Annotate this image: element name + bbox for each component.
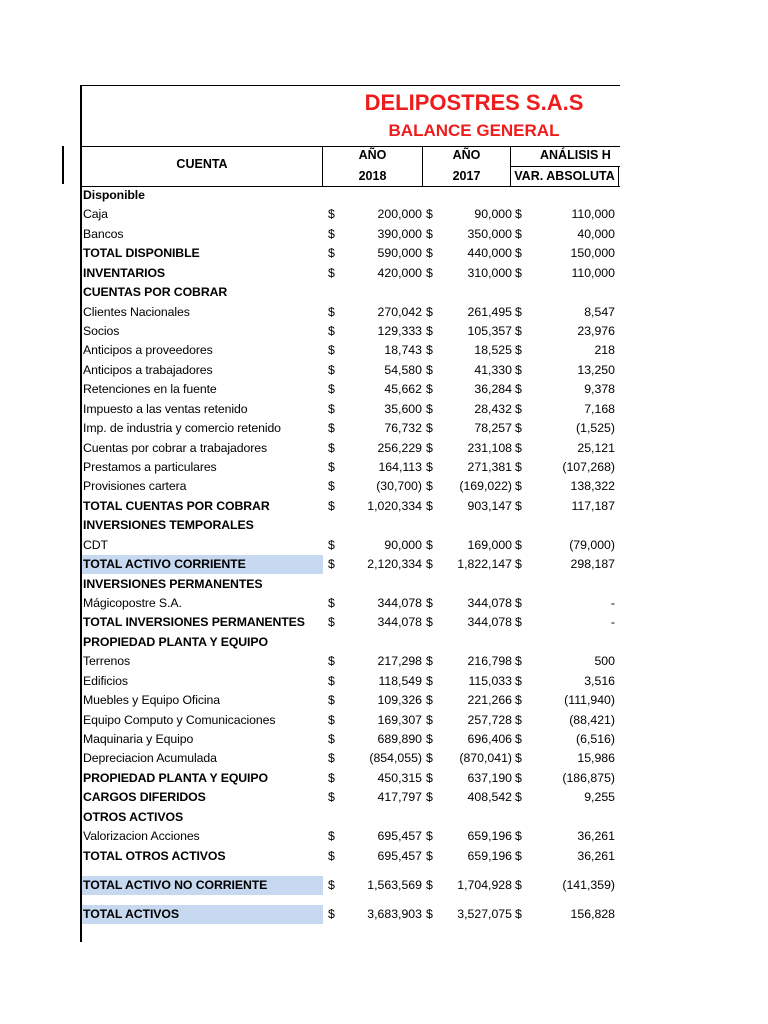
table-row [81, 652, 621, 671]
value-var-absoluta: 13,250 [577, 362, 615, 377]
value-2018: 270,042 [377, 304, 422, 319]
value-2018: 590,000 [377, 246, 422, 261]
value-var-absoluta: 218 [594, 343, 615, 358]
currency-symbol: $ [515, 265, 522, 280]
account-label: TOTAL ACTIVO CORRIENTE [83, 557, 246, 572]
value-2017: 1,704,928 [457, 878, 512, 893]
value-2017: (870,041) [459, 751, 512, 766]
currency-symbol: $ [328, 878, 335, 893]
currency-symbol: $ [426, 265, 433, 280]
value-2017: 28,432 [474, 401, 512, 416]
value-2018: 695,457 [377, 848, 422, 863]
text-cursor [62, 146, 64, 184]
table-row [81, 711, 621, 730]
currency-symbol: $ [426, 878, 433, 893]
currency-symbol: $ [328, 324, 335, 338]
value-var-absoluta: 9,255 [584, 790, 615, 805]
account-label: Anticipos a proveedores [83, 343, 213, 358]
value-var-absoluta: 23,976 [577, 324, 615, 338]
currency-symbol: $ [515, 421, 522, 436]
value-2017: 231,108 [467, 440, 512, 455]
table-row [81, 341, 621, 360]
header-divider-4 [618, 166, 619, 187]
value-2017: 115,033 [468, 673, 512, 688]
currency-symbol: $ [515, 557, 522, 572]
table-row [81, 788, 621, 807]
currency-symbol: $ [426, 401, 433, 416]
value-var-absoluta: 138,322 [570, 479, 615, 494]
value-var-absoluta: (79,000) [569, 537, 615, 552]
currency-symbol: $ [328, 440, 335, 455]
value-var-absoluta: (141,359) [562, 878, 615, 893]
value-2017: 41,330 [474, 362, 512, 377]
value-2017: 637,190 [467, 770, 512, 785]
header-top-line [80, 146, 620, 147]
currency-symbol: $ [515, 712, 522, 727]
value-2018: 35,600 [384, 401, 422, 416]
table-row [81, 876, 621, 895]
value-2018: 45,662 [384, 382, 422, 397]
currency-symbol: $ [328, 654, 335, 669]
currency-symbol: $ [515, 304, 522, 319]
currency-symbol: $ [426, 848, 433, 863]
currency-symbol: $ [426, 712, 433, 727]
value-2018: (30,700) [376, 479, 422, 494]
table-row [81, 400, 621, 419]
currency-symbol: $ [328, 498, 335, 513]
value-var-absoluta: 110,000 [571, 207, 615, 222]
value-2018: 169,307 [377, 712, 422, 727]
table-row [81, 827, 621, 846]
currency-symbol: $ [328, 246, 335, 261]
account-label: Muebles y Equipo Oficina [83, 693, 221, 708]
currency-symbol: $ [515, 324, 522, 338]
currency-symbol: $ [328, 712, 335, 727]
currency-symbol: $ [515, 226, 522, 241]
value-2018: 118,549 [378, 673, 422, 688]
currency-symbol: $ [515, 790, 522, 805]
currency-symbol: $ [426, 751, 433, 766]
currency-symbol: $ [515, 362, 522, 377]
account-label: Equipo Computo y Comunicaciones [83, 712, 276, 727]
currency-symbol: $ [426, 673, 433, 688]
account-label: INVERSIONES TEMPORALES [83, 518, 254, 533]
value-var-absoluta: 500 [594, 654, 615, 669]
currency-symbol: $ [426, 479, 433, 494]
value-2018: 90,000 [384, 537, 422, 552]
value-2018: 417,797 [377, 790, 422, 805]
currency-symbol: $ [515, 343, 522, 358]
currency-symbol: $ [426, 226, 433, 241]
currency-symbol: $ [426, 693, 433, 708]
table-row [81, 633, 621, 652]
value-2018: 450,315 [377, 770, 422, 785]
table-row [81, 749, 621, 768]
currency-symbol: $ [328, 596, 335, 611]
table-row [81, 264, 621, 283]
currency-symbol: $ [515, 615, 522, 630]
currency-symbol: $ [515, 207, 522, 222]
value-var-absoluta: 156,828 [570, 907, 615, 922]
account-label: Bancos [83, 226, 124, 241]
value-var-absoluta: (6,516) [576, 732, 615, 747]
value-var-absoluta: 150,000 [570, 246, 615, 261]
account-label: Edificios [83, 673, 128, 688]
currency-symbol: $ [515, 673, 522, 688]
currency-symbol: $ [426, 343, 433, 358]
header-cuenta: CUENTA [176, 157, 228, 171]
account-label: INVENTARIOS [83, 265, 166, 280]
value-2017: 350,000 [467, 226, 512, 241]
value-2017: 3,527,075 [457, 907, 512, 922]
value-2017: 659,196 [467, 848, 512, 863]
currency-symbol: $ [328, 693, 335, 708]
currency-symbol: $ [426, 246, 433, 261]
value-var-absoluta: 117,187 [571, 498, 615, 513]
currency-symbol: $ [426, 382, 433, 397]
value-2017: 310,000 [467, 265, 512, 280]
value-var-absoluta: 298,187 [570, 557, 615, 572]
value-2017: 440,000 [467, 246, 512, 261]
account-label: TOTAL INVERSIONES PERMANENTES [83, 615, 305, 630]
account-label: Provisiones cartera [83, 479, 187, 494]
table-row [81, 186, 621, 205]
account-label: CDT [83, 537, 108, 552]
currency-symbol: $ [328, 848, 335, 863]
currency-symbol: $ [328, 304, 335, 319]
value-2018: 344,078 [377, 596, 422, 611]
account-label: Caja [83, 207, 108, 222]
value-2017: 169,000 [467, 537, 512, 552]
value-var-absoluta: (186,875) [562, 770, 615, 785]
currency-symbol: $ [515, 401, 522, 416]
currency-symbol: $ [328, 829, 335, 844]
currency-symbol: $ [515, 693, 522, 708]
table-row [81, 458, 621, 477]
account-label: Socios [83, 324, 120, 338]
header-year-label-2: AÑO [452, 148, 481, 162]
currency-symbol: $ [426, 362, 433, 377]
currency-symbol: $ [426, 557, 433, 572]
table-row [81, 361, 621, 380]
account-label: PROPIEDAD PLANTA Y EQUIPO [83, 770, 268, 785]
account-label: Anticipos a trabajadores [83, 362, 213, 377]
currency-symbol: $ [328, 207, 335, 222]
currency-symbol: $ [515, 829, 522, 844]
value-var-absoluta: (107,268) [562, 460, 615, 475]
currency-symbol: $ [328, 557, 335, 572]
currency-symbol: $ [426, 537, 433, 552]
currency-symbol: $ [328, 770, 335, 785]
value-2017: 408,542 [467, 790, 512, 805]
currency-symbol: $ [328, 751, 335, 766]
value-2018: 54,580 [384, 362, 422, 377]
table-row [81, 244, 621, 263]
value-2017: 36,284 [474, 382, 512, 397]
table-row [81, 691, 621, 710]
header-year-2: 2017 [452, 169, 481, 183]
currency-symbol: $ [328, 732, 335, 747]
sheet-top-border [80, 85, 620, 86]
table-row [81, 497, 621, 516]
account-label: Maquinaria y Equipo [83, 732, 194, 747]
account-label: TOTAL OTROS ACTIVOS [83, 848, 226, 863]
account-label: Cuentas por cobrar a trabajadores [83, 440, 267, 455]
currency-symbol: $ [515, 382, 522, 397]
value-2017: 1,822,147 [457, 557, 512, 572]
table-row [81, 419, 621, 438]
table-row [81, 322, 621, 341]
value-2017: 903,147 [467, 498, 512, 513]
account-label: Clientes Nacionales [83, 304, 190, 319]
value-2017: 261,495 [467, 304, 512, 319]
table-row [81, 575, 621, 594]
currency-symbol: $ [328, 343, 335, 358]
table-row [81, 439, 621, 458]
currency-symbol: $ [426, 421, 433, 436]
value-2018: 1,020,334 [367, 498, 422, 513]
value-2018: 217,298 [377, 654, 422, 669]
currency-symbol: $ [515, 596, 522, 611]
currency-symbol: $ [328, 537, 335, 552]
currency-symbol: $ [426, 460, 433, 475]
value-var-absoluta: - [610, 596, 615, 611]
currency-symbol: $ [426, 304, 433, 319]
currency-symbol: $ [328, 401, 335, 416]
currency-symbol: $ [515, 246, 522, 261]
value-2018: 164,113 [378, 460, 422, 475]
currency-symbol: $ [328, 460, 335, 475]
account-label: TOTAL DISPONIBLE [83, 246, 200, 261]
table-row [81, 905, 621, 924]
currency-symbol: $ [515, 751, 522, 766]
value-var-absoluta: 9,378 [584, 382, 615, 397]
table-row [81, 808, 621, 827]
account-label: TOTAL ACTIVO NO CORRIENTE [83, 878, 268, 893]
currency-symbol: $ [515, 440, 522, 455]
value-2018: 390,000 [377, 226, 422, 241]
value-2018: 200,000 [377, 207, 422, 222]
currency-symbol: $ [515, 770, 522, 785]
currency-symbol: $ [328, 382, 335, 397]
currency-symbol: $ [426, 770, 433, 785]
table-row [81, 225, 621, 244]
currency-symbol: $ [328, 421, 335, 436]
value-var-absoluta: - [610, 615, 615, 630]
currency-symbol: $ [426, 654, 433, 669]
currency-symbol: $ [515, 537, 522, 552]
report-title: BALANCE GENERAL [388, 121, 560, 140]
currency-symbol: $ [426, 829, 433, 844]
currency-symbol: $ [328, 673, 335, 688]
value-2018: 1,563,569 [367, 878, 422, 893]
value-var-absoluta: 110,000 [571, 265, 615, 280]
currency-symbol: $ [426, 615, 433, 630]
table-row [81, 613, 621, 632]
table-row [81, 847, 621, 866]
value-var-absoluta: 3,516 [584, 673, 615, 688]
table-row [81, 594, 621, 613]
value-2017: 659,196 [467, 829, 512, 844]
currency-symbol: $ [515, 848, 522, 863]
value-2017: 78,257 [474, 421, 512, 436]
value-2017: 90,000 [474, 207, 512, 222]
value-2018: 109,326 [377, 693, 422, 708]
account-label: CUENTAS POR COBRAR [83, 285, 228, 300]
currency-symbol: $ [426, 596, 433, 611]
value-var-absoluta: 36,261 [577, 848, 615, 863]
currency-symbol: $ [426, 207, 433, 222]
value-2017: 271,381 [467, 460, 512, 475]
currency-symbol: $ [515, 732, 522, 747]
value-2017: 221,266 [467, 693, 512, 708]
currency-symbol: $ [328, 226, 335, 241]
account-label: Terrenos [83, 654, 131, 669]
account-label: OTROS ACTIVOS [83, 809, 184, 824]
table-row [81, 516, 621, 535]
currency-symbol: $ [515, 654, 522, 669]
header-year-1: 2018 [358, 169, 387, 183]
table-row [81, 672, 621, 691]
value-var-absoluta: (88,421) [569, 712, 615, 727]
currency-symbol: $ [426, 790, 433, 805]
value-2017: 105,357 [467, 324, 512, 338]
value-var-absoluta: 15,986 [577, 751, 615, 766]
table-row [81, 283, 621, 302]
table-row [81, 730, 621, 749]
currency-symbol: $ [328, 479, 335, 494]
table-row [81, 555, 621, 574]
currency-symbol: $ [515, 878, 522, 893]
account-label: Depreciacion Acumulada [83, 751, 217, 766]
account-label: TOTAL CUENTAS POR COBRAR [83, 498, 270, 513]
value-2017: 344,078 [467, 615, 512, 630]
header-analysis: ANÁLISIS H [540, 148, 611, 162]
value-2017: 344,078 [467, 596, 512, 611]
header-year-label-1: AÑO [358, 148, 387, 162]
table-row [81, 536, 621, 555]
currency-symbol: $ [426, 324, 433, 338]
currency-symbol: $ [515, 498, 522, 513]
account-label: Prestamos a particulares [83, 460, 217, 475]
value-2018: 420,000 [377, 265, 422, 280]
value-2018: 689,890 [377, 732, 422, 747]
value-2018: 18,743 [384, 343, 422, 358]
value-2018: 695,457 [377, 829, 422, 844]
account-label: Impuesto a las ventas retenido [83, 401, 248, 416]
value-2018: 344,078 [377, 615, 422, 630]
value-var-absoluta: 36,261 [577, 829, 615, 844]
header-mid-line [510, 166, 620, 167]
value-2018: 76,732 [384, 421, 422, 436]
currency-symbol: $ [328, 907, 335, 922]
table-row [81, 477, 621, 496]
account-label: INVERSIONES PERMANENTES [83, 576, 263, 591]
value-2017: 216,798 [467, 654, 512, 669]
value-2018: 3,683,903 [367, 907, 422, 922]
account-label: Mágicopostre S.A. [83, 596, 182, 611]
company-title: DELIPOSTRES S.A.S [364, 90, 584, 115]
account-label: Valorizacion Acciones [83, 829, 200, 844]
value-2018: (854,055) [369, 751, 422, 766]
account-label: Retenciones en la fuente [83, 382, 217, 397]
currency-symbol: $ [426, 498, 433, 513]
currency-symbol: $ [515, 479, 522, 494]
value-var-absoluta: (111,940) [564, 693, 615, 708]
account-label: CARGOS DIFERIDOS [83, 790, 206, 805]
currency-symbol: $ [515, 460, 522, 475]
currency-symbol: $ [426, 732, 433, 747]
value-var-absoluta: (1,525) [576, 421, 615, 436]
value-var-absoluta: 25,121 [577, 440, 615, 455]
currency-symbol: $ [426, 440, 433, 455]
value-2018: 256,229 [377, 440, 422, 455]
currency-symbol: $ [515, 907, 522, 922]
value-var-absoluta: 40,000 [577, 226, 615, 241]
currency-symbol: $ [328, 790, 335, 805]
value-2018: 2,120,334 [367, 557, 422, 572]
value-var-absoluta: 7,168 [584, 401, 615, 416]
currency-symbol: $ [426, 907, 433, 922]
value-2017: 257,728 [467, 712, 512, 727]
value-var-absoluta: 8,547 [584, 304, 615, 319]
value-2017: 18,525 [474, 343, 512, 358]
header-var-absoluta: VAR. ABSOLUTA [514, 169, 615, 183]
account-label: Imp. de industria y comercio retenido [83, 421, 281, 436]
account-label: TOTAL ACTIVOS [83, 907, 179, 922]
table-row [81, 769, 621, 788]
account-label: PROPIEDAD PLANTA Y EQUIPO [83, 634, 268, 649]
value-2017: 696,406 [467, 732, 512, 747]
account-label: Disponible [83, 188, 145, 202]
value-2018: 129,333 [377, 324, 422, 338]
currency-symbol: $ [328, 265, 335, 280]
table-row [81, 380, 621, 399]
table-row [81, 205, 621, 224]
table-row [81, 303, 621, 322]
currency-symbol: $ [328, 615, 335, 630]
currency-symbol: $ [328, 362, 335, 377]
value-2017: (169,022) [459, 479, 512, 494]
